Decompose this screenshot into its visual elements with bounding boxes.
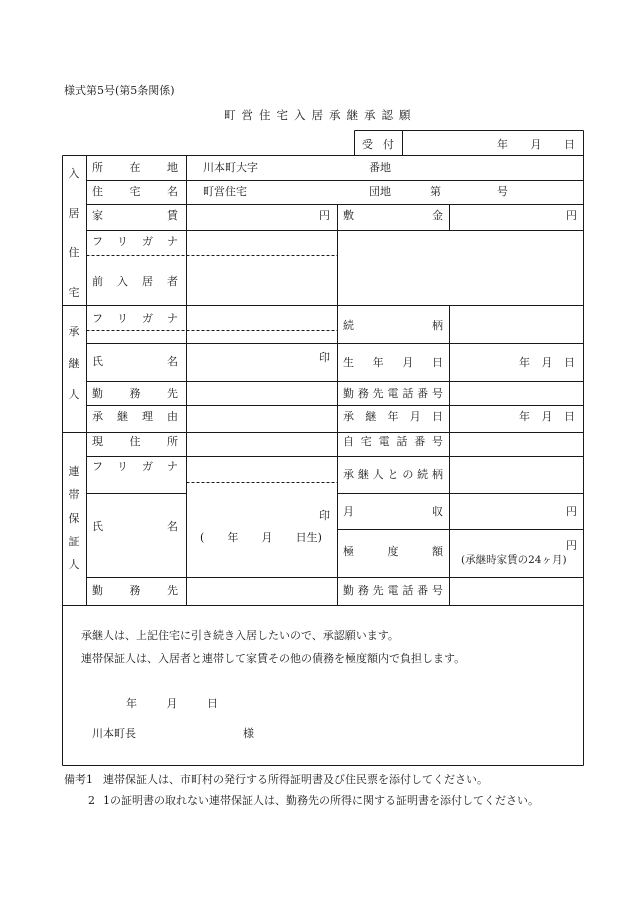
- successor-birth-label-char: 日: [431, 356, 443, 369]
- section-residence-char: 住: [68, 246, 80, 260]
- residence-rent-yen: 円: [319, 209, 330, 222]
- guarantor-limit-label-char: 額: [432, 545, 443, 558]
- notes-prefix: 備考1: [64, 773, 93, 786]
- successor-workplace-label-char: 務: [129, 387, 141, 400]
- section-guarantor-char: 人: [68, 558, 80, 571]
- residence-deposit-yen: 円: [566, 209, 577, 222]
- succession-date-value: [519, 411, 575, 422]
- succession-date-label: [343, 411, 443, 422]
- residence-name-label-char: 宅: [129, 185, 141, 198]
- residence-furigana-label-char: ガ: [142, 235, 153, 248]
- reception-date: [497, 139, 575, 150]
- residence-address-label: [92, 162, 178, 173]
- residence-address-label-char: 在: [129, 161, 141, 174]
- guarantor-home-phone-label-char: 電: [378, 435, 390, 448]
- section-guarantor-label: [64, 466, 84, 570]
- successor-birth-day: 日: [564, 356, 575, 369]
- reception-day: 日: [564, 138, 575, 151]
- successor-work-phone-label-char: 電: [387, 387, 399, 400]
- notes-number-2: 2: [88, 794, 95, 807]
- successor-workplace-label: [92, 388, 178, 399]
- guarantor-birth-open: (: [200, 531, 205, 544]
- successor-birth-year: 年: [519, 356, 530, 369]
- residence-rent-label-char: 賃: [167, 209, 178, 222]
- section-guarantor-char: 証: [68, 534, 80, 548]
- successor-work-phone-label-char: 話: [402, 387, 414, 400]
- guarantor-address-label-char: 所: [167, 435, 178, 448]
- guarantor-income-yen: 円: [566, 505, 577, 518]
- successor-work-phone-label-char: 務: [357, 387, 369, 400]
- residence-name-label-char: 住: [92, 185, 103, 198]
- guarantor-home-phone-label-char: 自: [343, 435, 354, 448]
- successor-seal: 印: [319, 351, 330, 364]
- residence-name-label: [92, 186, 178, 197]
- succession-date-label-char: 日: [432, 410, 443, 423]
- succession-month: 月: [541, 410, 553, 423]
- guarantor-furigana-label: [92, 461, 178, 472]
- declaration-year: 年: [126, 697, 137, 710]
- successor-reason-label-char: 理: [142, 410, 153, 423]
- guarantor-birth-day: 日生): [295, 531, 322, 544]
- guarantor-workplace-label-char: 務: [129, 584, 141, 597]
- notes-line-2: 1の証明書の取れない連帯保証人は、勤務先の所得に関する証明書を添付してください。: [103, 794, 539, 807]
- guarantor-limit-label: [343, 546, 443, 557]
- succession-date-label-char: 継: [365, 410, 377, 423]
- successor-workplace-label-char: 勤: [92, 387, 103, 400]
- guarantor-home-phone-label-char: 番: [414, 435, 426, 448]
- reception-label-text: 受付: [362, 138, 404, 151]
- page-title: 町営住宅入居承継承認願: [224, 108, 417, 122]
- successor-furigana-label-char: ガ: [142, 312, 153, 325]
- guarantor-work-phone-label: [343, 585, 443, 596]
- residence-name-value: 町営住宅: [203, 185, 247, 198]
- guarantor-relation-label-char: 継: [357, 468, 369, 481]
- successor-name-label-char: 名: [167, 355, 178, 368]
- successor-furigana-label-char: リ: [117, 312, 128, 325]
- residence-furigana-label-char: ナ: [167, 235, 178, 248]
- guarantor-work-phone-label-char: 電: [387, 584, 399, 597]
- successor-reason-label: [92, 411, 178, 422]
- successor-name-label: [92, 356, 178, 367]
- guarantor-furigana-label-char: ナ: [167, 460, 178, 473]
- declaration-date: [126, 698, 218, 709]
- guarantor-birth-year: 年: [227, 531, 239, 544]
- successor-birth-month: 月: [541, 356, 553, 369]
- guarantor-relation-label-char: と: [387, 468, 399, 481]
- declaration-sama: 様: [243, 727, 254, 740]
- successor-relation-label-char: 柄: [432, 319, 443, 332]
- residence-deposit-label-char: 金: [432, 209, 443, 222]
- succession-date-label-char: 月: [409, 410, 421, 423]
- guarantor-home-phone-label-char: 話: [396, 435, 408, 448]
- guarantor-work-phone-label-char: 番: [417, 584, 429, 597]
- residence-address-suffix: 番地: [369, 161, 391, 174]
- guarantor-name-label-char: 氏: [92, 520, 103, 533]
- guarantor-work-phone-label-char: 勤: [343, 584, 354, 597]
- section-guarantor-char: 帯: [68, 488, 80, 502]
- successor-reason-label-char: 承: [92, 410, 103, 423]
- guarantor-furigana-label-char: リ: [117, 460, 128, 473]
- guarantor-address-label: [92, 436, 178, 447]
- successor-birth-label-char: 生: [343, 356, 354, 369]
- guarantor-relation-label-char: 柄: [431, 468, 443, 481]
- residence-rent-label-char: 家: [92, 209, 103, 222]
- successor-furigana-label-char: ナ: [167, 312, 178, 325]
- successor-birth-label-char: 月: [402, 356, 414, 369]
- successor-birth-value: [519, 357, 575, 368]
- declaration-month: 月: [166, 697, 178, 710]
- reception-label: [362, 138, 404, 151]
- guarantor-relation-label-char: 人: [372, 468, 384, 481]
- successor-furigana-label: [92, 313, 178, 324]
- guarantor-birth: [200, 532, 322, 543]
- guarantor-name-label: [92, 521, 178, 532]
- prev-resident-label: [92, 276, 178, 287]
- guarantor-limit-label-char: 度: [387, 545, 399, 558]
- guarantor-workplace-label-char: 勤: [92, 584, 103, 597]
- guarantor-income-label-char: 収: [432, 505, 443, 518]
- guarantor-address-label-char: 住: [129, 435, 141, 448]
- residence-address-label-char: 所: [92, 161, 103, 174]
- form-number: 様式第5号(第5条関係): [64, 84, 175, 97]
- successor-birth-label: [343, 357, 443, 368]
- section-residence-char: 宅: [68, 285, 80, 299]
- guarantor-limit-yen: 円: [566, 539, 577, 552]
- section-residence-char: 居: [68, 206, 80, 220]
- guarantor-name-label-char: 名: [167, 520, 178, 533]
- prev-resident-label-char: 者: [167, 275, 178, 288]
- guarantor-income-label: [343, 506, 443, 517]
- successor-birth-label-char: 年: [372, 356, 384, 369]
- section-residence-label: [64, 168, 84, 298]
- residence-rent-label: [92, 210, 178, 221]
- section-successor-char: 承: [68, 325, 80, 338]
- succession-date-label-char: 承: [343, 410, 354, 423]
- declaration-addressee: 川本町長: [92, 727, 136, 740]
- guarantor-home-phone-label: [343, 436, 443, 447]
- successor-workplace-label-char: 先: [167, 387, 178, 400]
- residence-address-label-char: 地: [167, 161, 178, 174]
- notes-line-1: 連帯保証人は、市町村の発行する所得証明書及び住民票を添付してください。: [103, 773, 488, 786]
- successor-name-label-char: 氏: [92, 355, 103, 368]
- guarantor-relation-label-char: の: [402, 468, 414, 481]
- residence-address-prefix: 川本町大字: [203, 161, 258, 174]
- guarantor-work-phone-label-char: 話: [402, 584, 414, 597]
- declaration-line-2: 連帯保証人は、入居者と連帯して家賃その他の債務を極度額内で負担します。: [81, 652, 466, 665]
- reception-year: 年: [497, 138, 508, 151]
- residence-furigana-label-char: フ: [92, 235, 103, 248]
- residence-furigana-label-char: リ: [117, 235, 128, 248]
- declaration-day: 日: [207, 697, 218, 710]
- residence-dai: 第: [430, 185, 441, 198]
- succession-day: 日: [564, 410, 575, 423]
- prev-resident-label-char: 居: [142, 275, 153, 288]
- declaration-line-1: 承継人は、上記住宅に引き続き入居したいので、承認願います。: [81, 629, 399, 642]
- residence-danchi: 団地: [369, 185, 391, 198]
- guarantor-furigana-label-char: ガ: [142, 460, 153, 473]
- successor-relation-label: [343, 320, 443, 331]
- guarantor-work-phone-label-char: 号: [431, 584, 443, 597]
- residence-deposit-label-char: 敷: [343, 209, 354, 222]
- successor-reason-label-char: 由: [167, 410, 178, 423]
- guarantor-relation-label-char: 承: [343, 468, 354, 481]
- guarantor-birth-month: 月: [261, 531, 273, 544]
- residence-go: 号: [497, 185, 508, 198]
- section-successor-char: 継: [68, 356, 80, 370]
- successor-work-phone-label-char: 号: [431, 387, 443, 400]
- guarantor-workplace-label: [92, 585, 178, 596]
- section-residence-char: 入: [68, 167, 80, 180]
- successor-work-phone-label-char: 先: [372, 387, 384, 400]
- prev-resident-label-char: 入: [117, 275, 128, 288]
- residence-name-label-char: 名: [167, 185, 178, 198]
- successor-furigana-label-char: フ: [92, 312, 103, 325]
- guarantor-home-phone-label-char: 号: [431, 435, 443, 448]
- guarantor-work-phone-label-char: 先: [372, 584, 384, 597]
- guarantor-relation-label: [343, 469, 443, 480]
- guarantor-home-phone-label-char: 宅: [360, 435, 372, 448]
- guarantor-limit-label-char: 極: [343, 545, 354, 558]
- guarantor-relation-label-char: 続: [417, 468, 429, 481]
- guarantor-income-label-char: 月: [343, 505, 354, 518]
- guarantor-address-label-char: 現: [92, 435, 103, 448]
- reception-month: 月: [530, 138, 542, 151]
- successor-relation-label-char: 続: [343, 319, 354, 332]
- succession-year: 年: [519, 410, 530, 423]
- successor-work-phone-label-char: 番: [417, 387, 429, 400]
- section-successor-label: [64, 326, 84, 400]
- guarantor-furigana-label-char: フ: [92, 460, 103, 473]
- residence-furigana-label: [92, 236, 178, 247]
- residence-deposit-label: [343, 210, 443, 221]
- guarantor-limit-note: (承継時家賃の24ヶ月): [461, 554, 567, 566]
- guarantor-workplace-label-char: 先: [167, 584, 178, 597]
- section-successor-char: 人: [68, 388, 80, 401]
- succession-date-label-char: 年: [387, 410, 399, 423]
- section-guarantor-char: 保: [68, 511, 80, 525]
- prev-resident-label-char: 前: [92, 275, 103, 288]
- guarantor-seal: 印: [319, 509, 330, 522]
- successor-reason-label-char: 継: [117, 410, 128, 423]
- successor-work-phone-label: [343, 388, 443, 399]
- successor-work-phone-label-char: 勤: [343, 387, 354, 400]
- guarantor-work-phone-label-char: 務: [357, 584, 369, 597]
- section-guarantor-char: 連: [68, 465, 80, 478]
